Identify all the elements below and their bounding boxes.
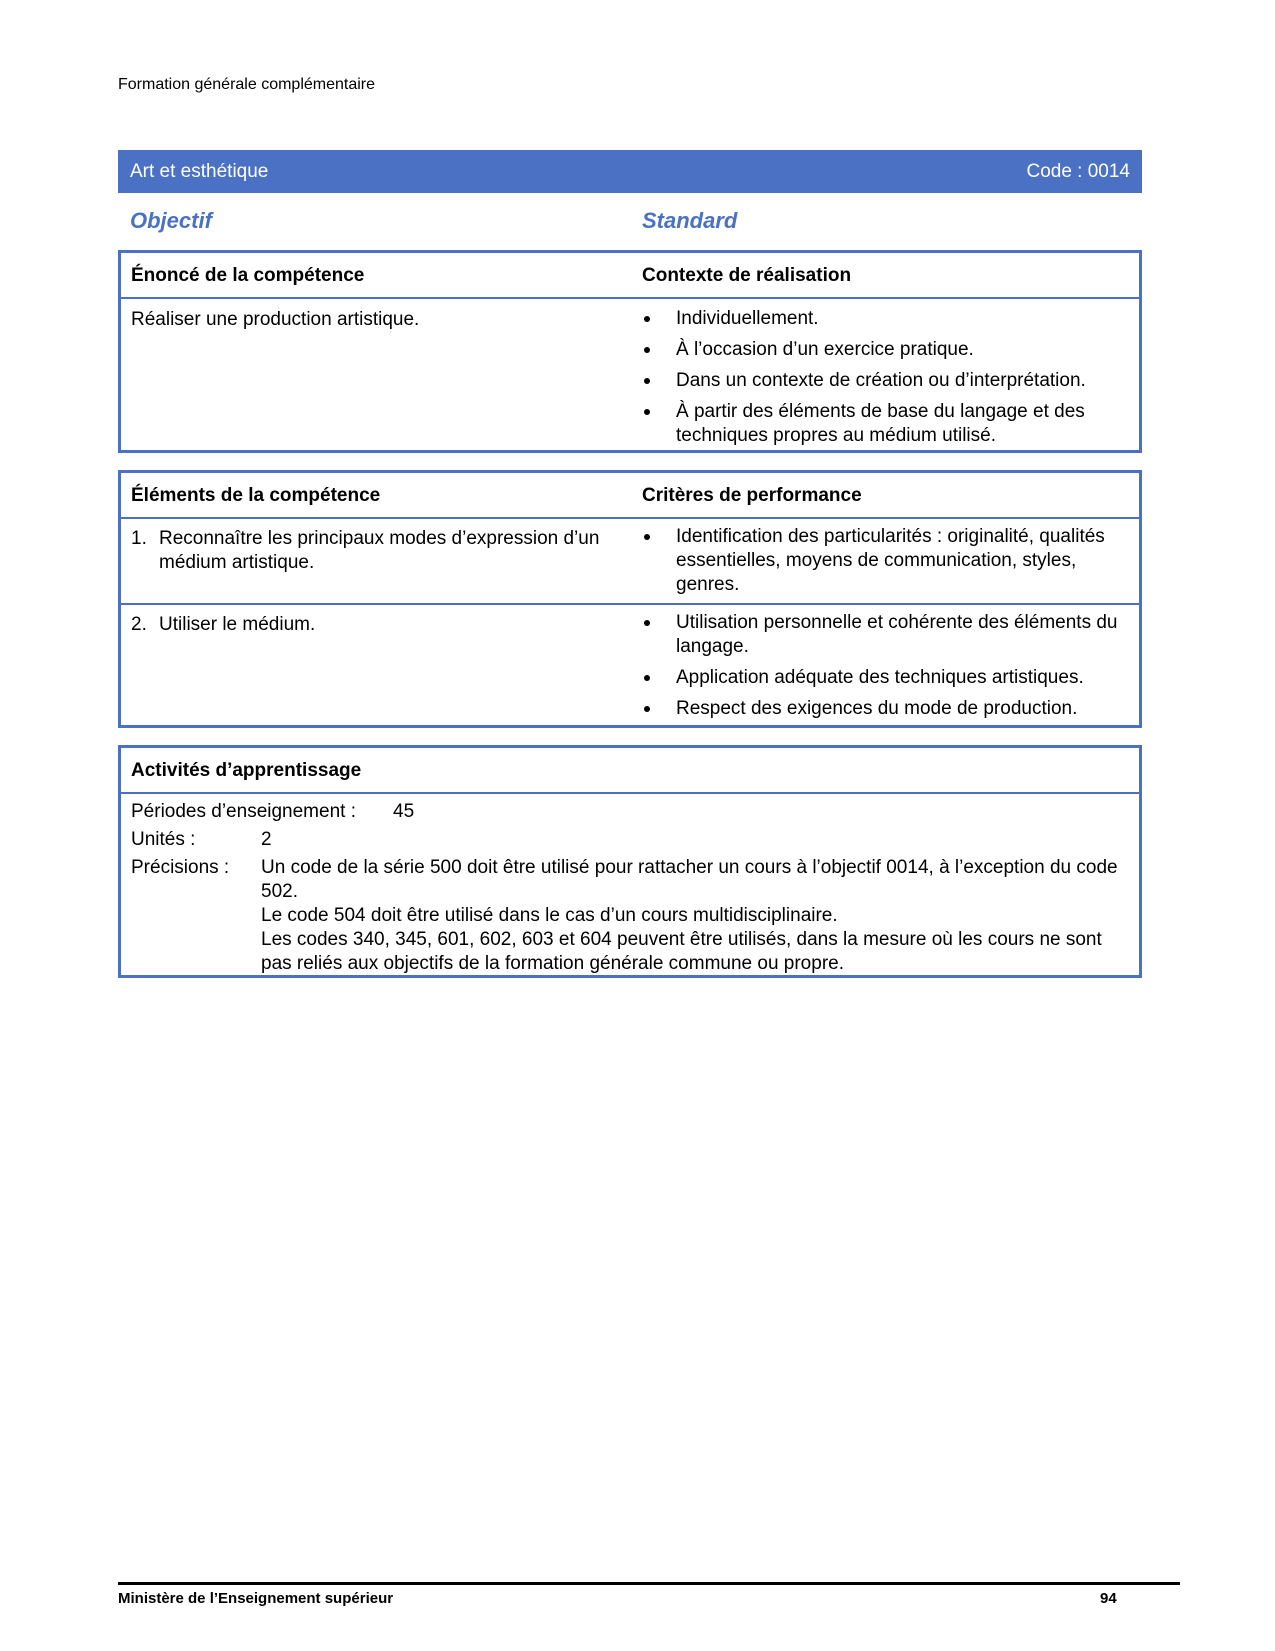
elements-heading: Éléments de la compétence <box>131 485 381 506</box>
standard-heading: Standard <box>642 208 738 233</box>
criteria-list <box>642 525 1132 597</box>
list-item: Individuellement. <box>642 307 1132 331</box>
criteria-list <box>642 611 1132 721</box>
element-number: 1. <box>131 528 147 549</box>
precisions-label: Précisions : <box>131 857 230 878</box>
activities-heading: Activités d’apprentissage <box>131 760 362 781</box>
list-item: À l’occasion d’un exercice pratique. <box>642 338 1132 362</box>
elements-box-header <box>121 473 1139 519</box>
competence-row <box>121 299 1139 449</box>
competence-statement-heading: Énoncé de la compétence <box>131 265 365 286</box>
precisions-text <box>261 856 1131 976</box>
list-item: À partir des éléments de base du langage et des techniques propres au médium utilisé. <box>642 400 1132 448</box>
course-title: Art et esthétique <box>130 160 269 182</box>
element-item <box>131 527 639 575</box>
units-value: 2 <box>261 829 272 850</box>
page-number: 94 <box>1100 1590 1117 1607</box>
activities-body <box>121 794 1139 974</box>
precision-paragraph: Un code de la série 500 doit être utilisé pour rattacher un cours à l’objectif 0014, à l’exception du code 502. <box>261 857 1118 902</box>
activities-box-header <box>121 748 1139 794</box>
course-code: Code : 0014 <box>1026 160 1130 182</box>
competence-box <box>118 250 1142 453</box>
footer-rule <box>118 1582 1180 1585</box>
title-bar <box>118 150 1142 193</box>
list-item: Identification des particularités : originalité, qualités essentielles, moyens de communication, styles, genres. <box>642 525 1132 597</box>
objective-heading: Objectif <box>130 208 212 233</box>
competence-box-header <box>121 253 1139 299</box>
list-item: Dans un contexte de création ou d’interprétation. <box>642 369 1132 393</box>
list-item: Application adéquate des techniques artistiques. <box>642 666 1132 690</box>
criteria-heading: Critères de performance <box>642 485 862 506</box>
units-label: Unités : <box>131 829 196 850</box>
element-item <box>131 613 639 637</box>
periods-label: Périodes d’enseignement : <box>131 801 356 822</box>
document-header-note: Formation générale complémentaire <box>118 76 376 93</box>
activities-box <box>118 745 1142 978</box>
element-row-2 <box>121 603 1139 725</box>
elements-box <box>118 470 1142 728</box>
element-text: Reconnaître les principaux modes d’expression d’un médium artistique. <box>159 528 600 573</box>
precision-paragraph: Le code 504 doit être utilisé dans le cas d’un cours multidisciplinaire. <box>261 905 838 926</box>
precision-paragraph: Les codes 340, 345, 601, 602, 603 et 604 peuvent être utilisés, dans la mesure où les cours ne sont pas reliés aux objectifs de la formation générale commune ou propre. <box>261 929 1102 974</box>
list-item: Utilisation personnelle et cohérente des éléments du langage. <box>642 611 1132 659</box>
competence-statement: Réaliser une production artistique. <box>131 309 420 330</box>
element-number: 2. <box>131 614 147 635</box>
element-row-1 <box>121 519 1139 603</box>
element-text: Utiliser le médium. <box>159 614 316 635</box>
periods-value: 45 <box>393 801 415 822</box>
context-heading: Contexte de réalisation <box>642 265 852 286</box>
list-item: Respect des exigences du mode de production. <box>642 697 1132 721</box>
footer-ministry: Ministère de l’Enseignement supérieur <box>118 1590 394 1607</box>
context-list <box>642 307 1132 448</box>
